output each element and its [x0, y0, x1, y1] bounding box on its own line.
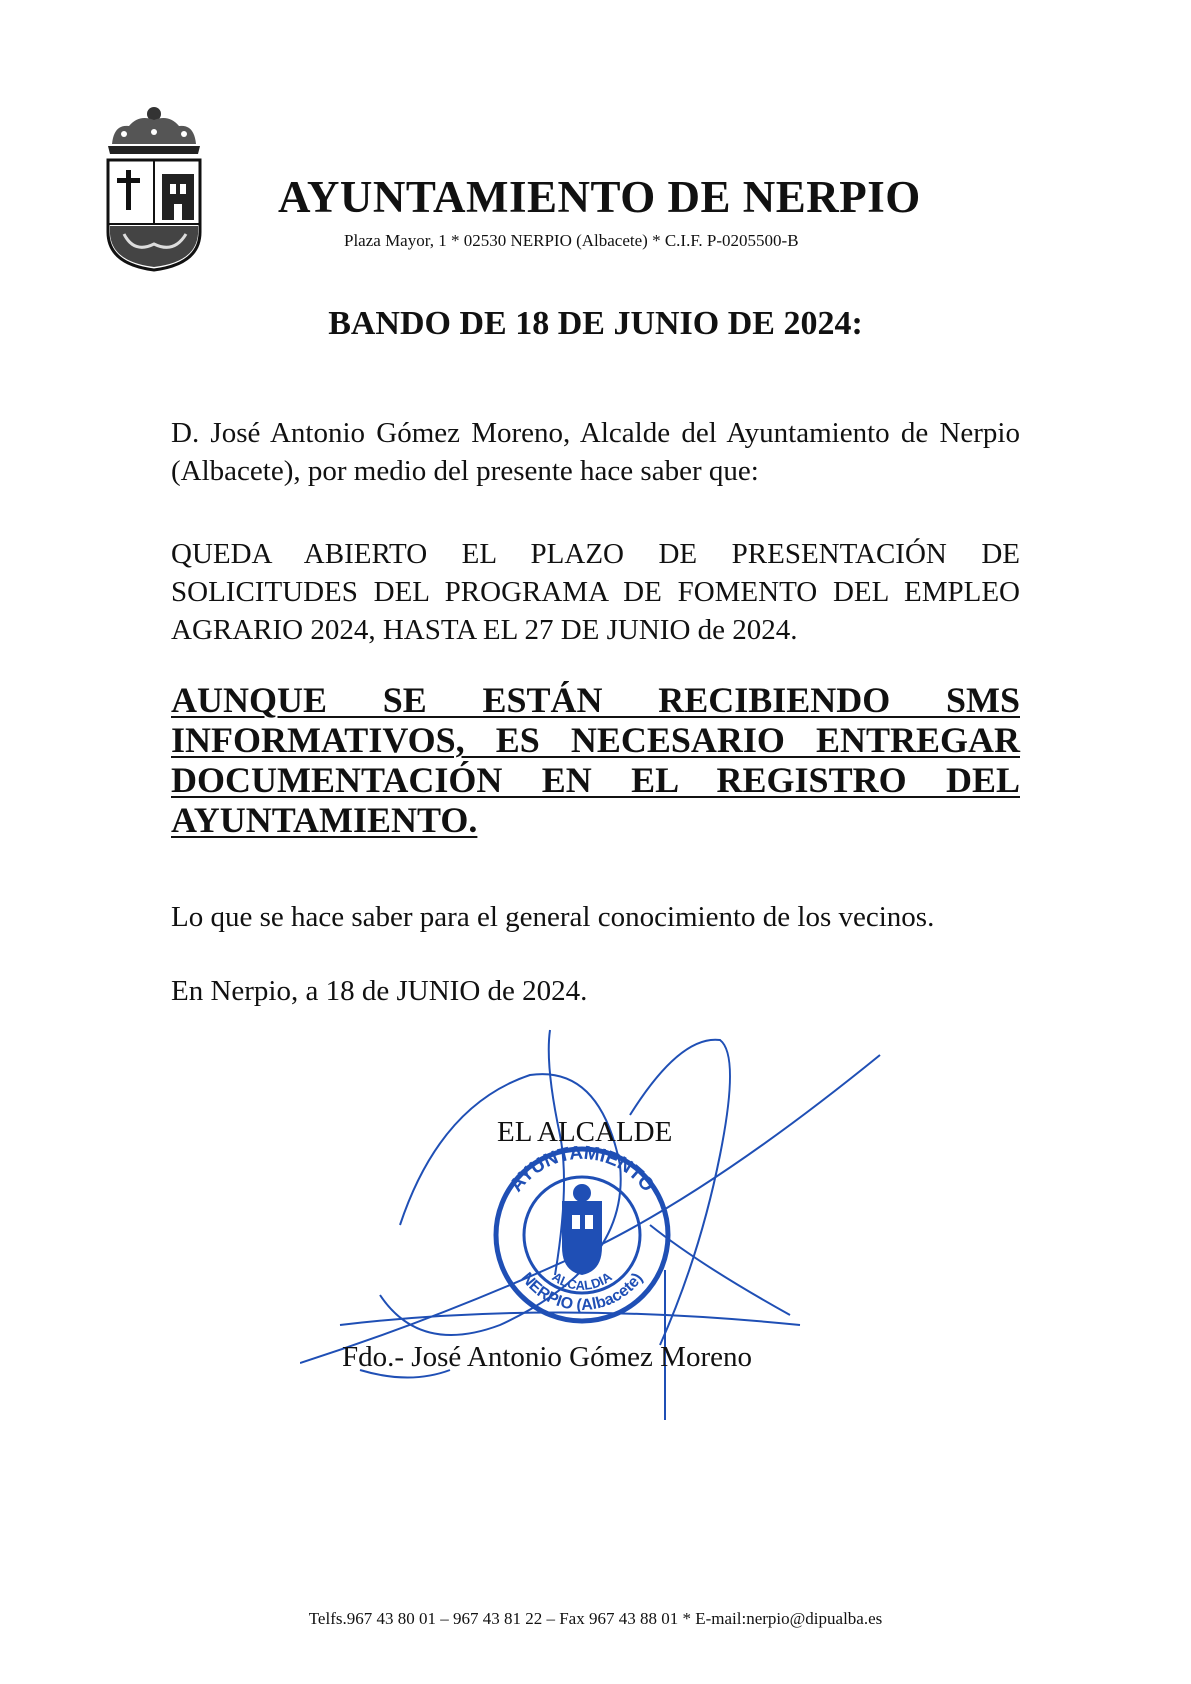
announcement-paragraph: QUEDA ABIERTO EL PLAZO DE PRESENTACIÓN DE SOLICITUDES DEL PROGRAMA DE FOMENTO DEL EMPLEO AGRARIO 2024, HASTA EL 27 DE JUNIO de 2024.: [171, 538, 1020, 646]
signer-name: Fdo.- José Antonio Gómez Moreno: [342, 1341, 752, 1373]
signature-stamp-area: [300, 1025, 900, 1445]
footer-contact: Telfs.967 43 80 01 – 967 43 81 22 – Fax 967 43 88 01 * E-mail:nerpio@dipualba.es: [308, 1609, 883, 1628]
org-name: AYUNTAMIENTO DE NERPIO: [278, 172, 921, 222]
coat-of-arms-icon: [104, 104, 204, 272]
closing-paragraph: Lo que se hace saber para el general conocimiento de los vecinos.: [171, 901, 935, 933]
intro-paragraph: D. José Antonio Gómez Moreno, Alcalde del Ayuntamiento de Nerpio (Albacete), por medio del presente hace saber que:: [171, 417, 1020, 487]
place-date: En Nerpio, a 18 de JUNIO de 2024.: [171, 975, 588, 1007]
org-address: Plaza Mayor, 1 * 02530 NERPIO (Albacete) * C.I.F. P-0205500-B: [344, 231, 799, 250]
important-notice: AUNQUE SE ESTÁN RECIBIENDO SMS INFORMATIVOS, ES NECESARIO ENTREGAR DOCUMENTACIÓN EN EL REGISTRO DEL AYUNTAMIENTO.: [171, 680, 1020, 840]
stamp-bottom-text: NERPIO (Albacete): [517, 1269, 647, 1315]
stamp-top-text: AYUNTAMIENTO: [505, 1142, 659, 1197]
signer-title: EL ALCALDE: [497, 1116, 673, 1148]
stamp-inner-text: ALCALDIA: [549, 1268, 615, 1293]
official-stamp: [300, 1025, 900, 1445]
document-title: BANDO DE 18 DE JUNIO DE 2024:: [328, 305, 863, 342]
